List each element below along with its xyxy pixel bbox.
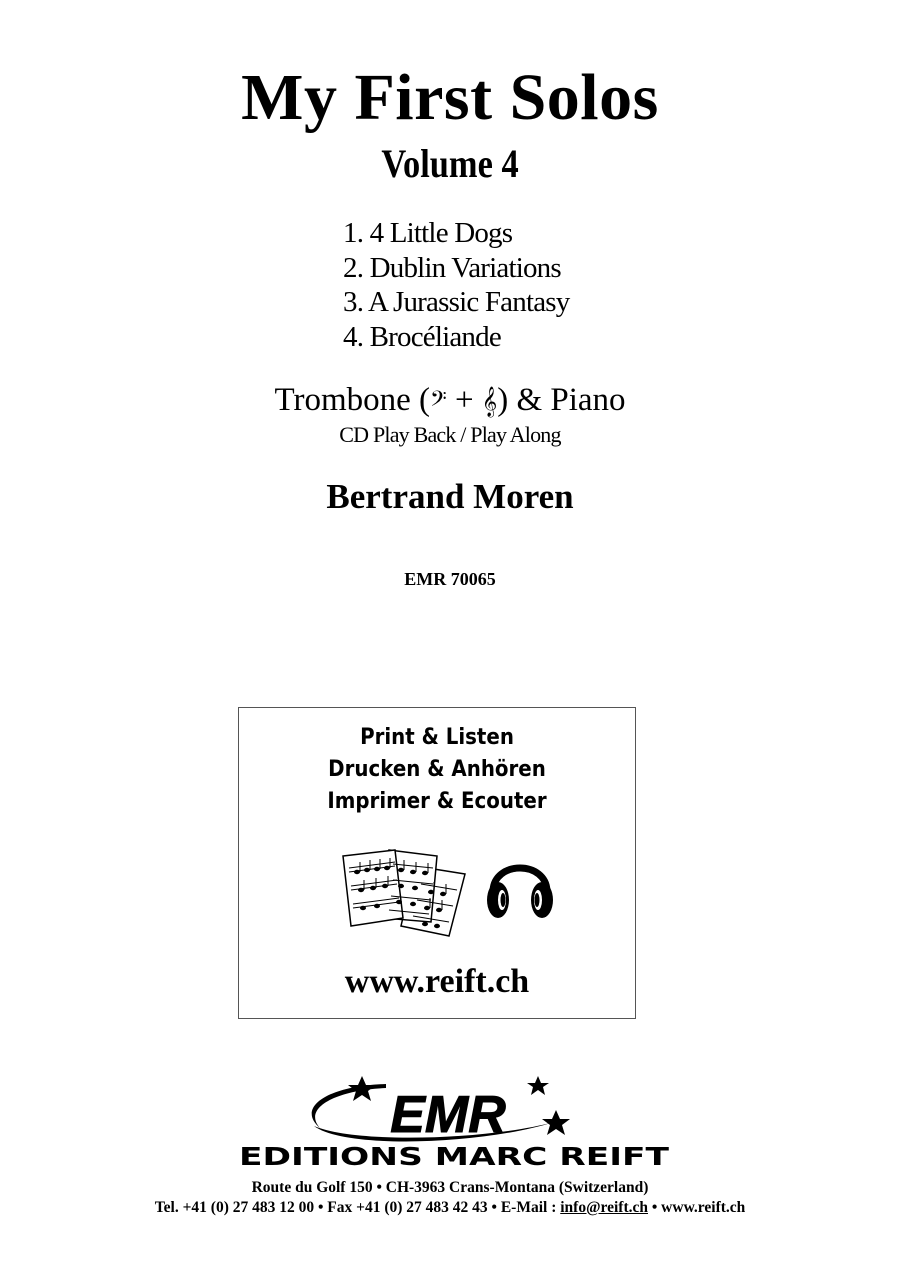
bass-clef-icon: 𝄢 <box>430 387 447 417</box>
email-link[interactable]: info@reift.ch <box>560 1199 648 1216</box>
publisher-contact <box>0 1198 900 1218</box>
headphones-icon <box>485 848 555 924</box>
piece-list <box>343 216 569 354</box>
treble-clef-icon: 𝄞 <box>481 387 498 417</box>
catalog-number: EMR 70065 <box>404 569 496 589</box>
sheet-music-icon <box>339 844 469 940</box>
list-item: 1. 4 Little Dogs <box>343 217 513 249</box>
list-item: 3. A Jurassic Fantasy <box>343 286 570 318</box>
list-item: 2. Dublin Variations <box>343 251 561 284</box>
contact-details: Tel. +41 (0) 27 483 12 00 • Fax +41 (0) 27 483 42 43 • E-Mail : <box>154 1199 561 1216</box>
instrument-prefix: Trombone ( <box>274 382 430 418</box>
book-title: My First Solos <box>241 61 659 134</box>
instrumentation-line <box>0 380 900 422</box>
playback-note: CD Play Back / Play Along <box>339 422 561 447</box>
logo-subtitle: EDITIONS MARC REIFT <box>239 1142 669 1170</box>
website-link[interactable]: www.reift.ch <box>344 963 530 1000</box>
emr-logo <box>236 1074 676 1170</box>
promo-lines <box>239 722 635 818</box>
publisher-address: Route du Golf 150 • CH-3963 Crans-Montana (Switzerland) <box>251 1179 649 1196</box>
contact-website: • www.reift.ch <box>648 1199 746 1216</box>
volume-label: Volume 4 <box>381 141 519 186</box>
promo-line: Imprimer & Ecouter <box>327 789 547 814</box>
promo-line: Print & Listen <box>360 725 514 750</box>
instrument-suffix: ) & Piano <box>497 382 626 418</box>
print-listen-box <box>238 707 636 1019</box>
composer-name: Bertrand Moren <box>326 477 574 516</box>
plus-sign: + <box>446 382 482 418</box>
logo-mark: EMR <box>390 1086 506 1144</box>
promo-line: Drucken & Anhören <box>328 757 546 782</box>
list-item: 4. Brocéliande <box>343 320 501 353</box>
